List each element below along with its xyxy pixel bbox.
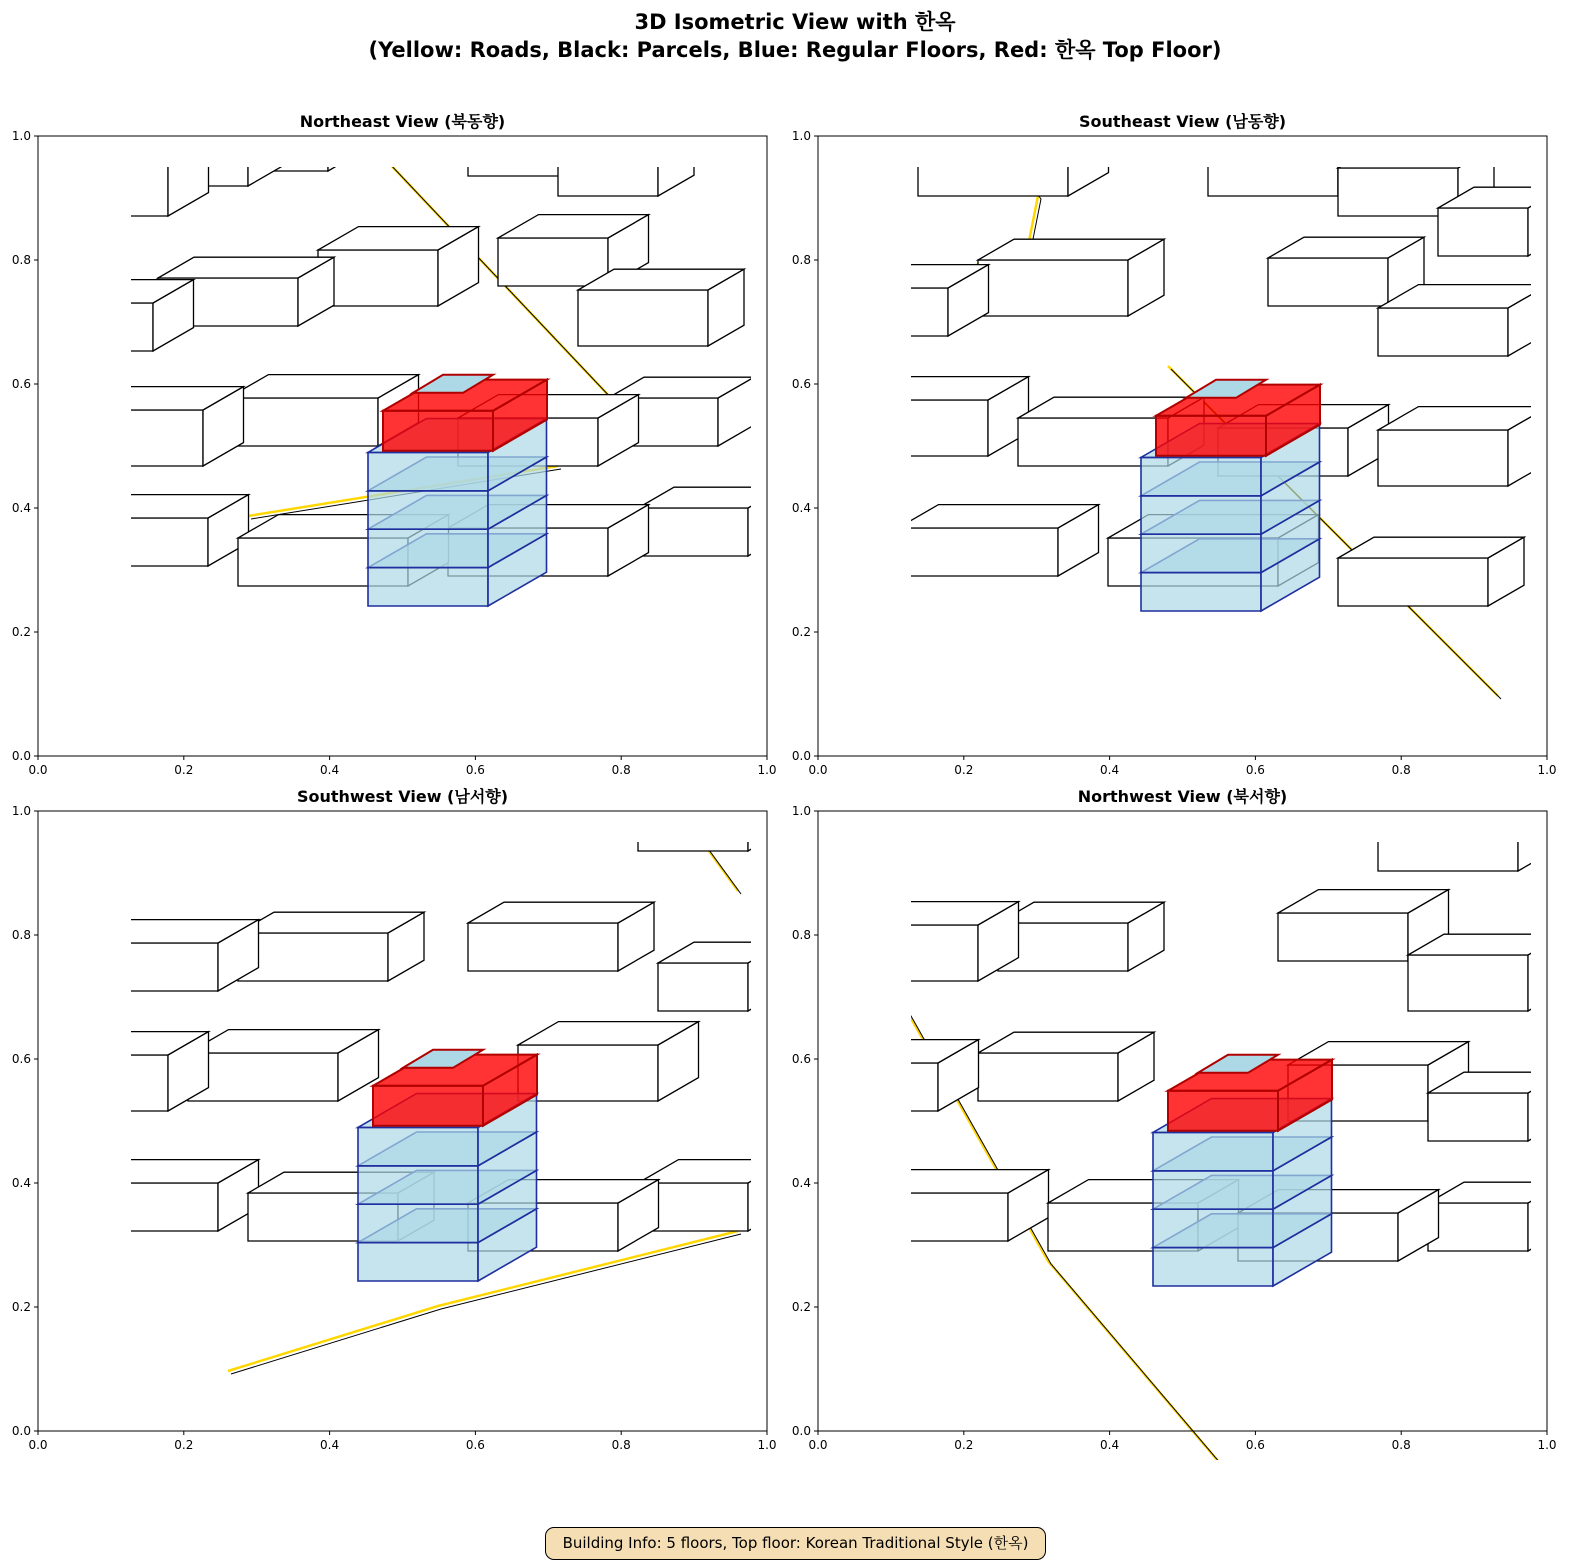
building-info-box: Building Info: 5 floors, Top floor: Korean Traditional Style (한옥) (545, 1527, 1046, 1560)
context-building (998, 902, 1164, 971)
context-building (638, 487, 780, 556)
y-tick-label: 0.4 (11, 501, 31, 515)
context-building (1428, 1072, 1560, 1141)
y-tick-label: 0.0 (11, 749, 31, 763)
x-tick-label: 1.0 (757, 763, 777, 777)
panel-svg (780, 105, 1560, 785)
context-building (638, 1160, 780, 1231)
x-tick-label: 0.0 (808, 1438, 828, 1452)
x-tick-label: 0.2 (174, 1438, 194, 1452)
x-tick-label: 0.8 (1391, 1438, 1411, 1452)
panel-title: Southeast View (남동향) (1078, 112, 1287, 131)
y-tick-label: 0.4 (11, 1176, 31, 1190)
x-tick-label: 0.2 (954, 1438, 974, 1452)
y-tick-label: 0.6 (791, 377, 811, 391)
panel-title: Northeast View (북동향) (299, 112, 506, 131)
x-tick-label: 0.4 (1100, 763, 1120, 777)
city-scene (818, 780, 1560, 1460)
y-tick-label: 0.0 (791, 749, 811, 763)
context-building (188, 1030, 379, 1101)
y-tick-label: 1.0 (791, 804, 811, 818)
context-building (828, 902, 1019, 981)
context-building (318, 227, 479, 306)
city-scene (38, 105, 780, 756)
context-building (58, 1160, 259, 1231)
panel-svg (0, 780, 780, 1460)
y-tick-label: 0.4 (791, 501, 811, 515)
main-building (368, 375, 547, 606)
x-tick-label: 0.0 (28, 1438, 48, 1452)
main-building (1141, 380, 1320, 611)
y-tick-label: 0.2 (791, 1300, 811, 1314)
context-building (818, 1040, 979, 1111)
y-tick-label: 1.0 (11, 129, 31, 143)
y-tick-label: 1.0 (11, 804, 31, 818)
figure-subtitle: (Yellow: Roads, Black: Parcels, Blue: Regular Floors, Red: 한옥 Top Floor) (368, 38, 1222, 62)
panel-svg (0, 105, 780, 785)
y-tick-label: 0.0 (11, 1424, 31, 1438)
panel-southwest-view (0, 780, 780, 1460)
context-building (68, 920, 259, 991)
x-tick-label: 0.4 (320, 763, 340, 777)
x-tick-label: 0.8 (611, 763, 631, 777)
x-tick-label: 1.0 (1537, 763, 1557, 777)
city-scene (38, 780, 780, 1431)
context-building (848, 1170, 1049, 1241)
main-building (358, 1050, 537, 1281)
x-tick-label: 0.2 (174, 763, 194, 777)
y-tick-label: 0.8 (791, 253, 811, 267)
x-tick-label: 0.4 (1100, 1438, 1120, 1452)
panel-southeast-view (780, 105, 1560, 785)
context-building (848, 780, 1039, 831)
x-tick-label: 0.8 (1391, 763, 1411, 777)
context-building (558, 127, 694, 196)
x-tick-label: 0.6 (1245, 763, 1265, 777)
figure-title: 3D Isometric View with 한옥 (634, 10, 956, 34)
context-building (468, 902, 654, 971)
context-building (1438, 187, 1560, 256)
y-tick-label: 0.6 (11, 377, 31, 391)
main-building (1153, 1055, 1332, 1286)
context-building (53, 387, 244, 466)
context-building (1378, 285, 1549, 356)
x-tick-label: 0.0 (808, 763, 828, 777)
x-tick-label: 0.8 (611, 1438, 631, 1452)
panel-northwest-view (780, 780, 1560, 1460)
y-tick-label: 0.6 (11, 1052, 31, 1066)
context-building (1408, 934, 1560, 1011)
context-building (238, 912, 424, 981)
x-tick-label: 1.0 (757, 1438, 777, 1452)
y-tick-label: 0.8 (11, 253, 31, 267)
x-tick-label: 1.0 (1537, 1438, 1557, 1452)
y-tick-label: 0.8 (791, 928, 811, 942)
x-tick-label: 0.4 (320, 1438, 340, 1452)
context-building (1338, 537, 1524, 606)
context-building (1378, 792, 1559, 871)
context-building (38, 495, 249, 566)
panel-title: Northwest View (북서향) (1077, 787, 1288, 806)
context-building (43, 280, 194, 351)
panel-svg (780, 780, 1560, 1460)
x-tick-label: 0.6 (1245, 1438, 1265, 1452)
context-building (38, 1032, 209, 1111)
context-building (898, 505, 1099, 576)
context-building (578, 269, 744, 346)
context-building (658, 942, 780, 1011)
x-tick-label: 0.6 (465, 1438, 485, 1452)
panel-title: Southwest View (남서향) (296, 787, 509, 806)
y-tick-label: 1.0 (791, 129, 811, 143)
context-building (518, 1022, 699, 1101)
y-tick-label: 0.6 (791, 1052, 811, 1066)
y-tick-label: 0.2 (791, 625, 811, 639)
y-tick-label: 0.2 (11, 1300, 31, 1314)
context-building (1428, 1182, 1560, 1251)
panel-northeast-view (0, 105, 780, 785)
x-tick-label: 0.6 (465, 763, 485, 777)
x-tick-label: 0.0 (28, 763, 48, 777)
context-building (818, 265, 989, 336)
context-building (488, 780, 654, 821)
y-tick-label: 0.0 (791, 1424, 811, 1438)
context-building (638, 782, 780, 851)
x-tick-label: 0.2 (954, 763, 974, 777)
context-building (978, 1032, 1154, 1101)
y-tick-label: 0.2 (11, 625, 31, 639)
y-tick-label: 0.8 (11, 928, 31, 942)
y-tick-label: 0.4 (791, 1176, 811, 1190)
city-scene (818, 105, 1560, 756)
context-building (48, 137, 209, 216)
context-building (1378, 407, 1549, 486)
context-building (978, 239, 1164, 316)
context-building (838, 377, 1029, 456)
